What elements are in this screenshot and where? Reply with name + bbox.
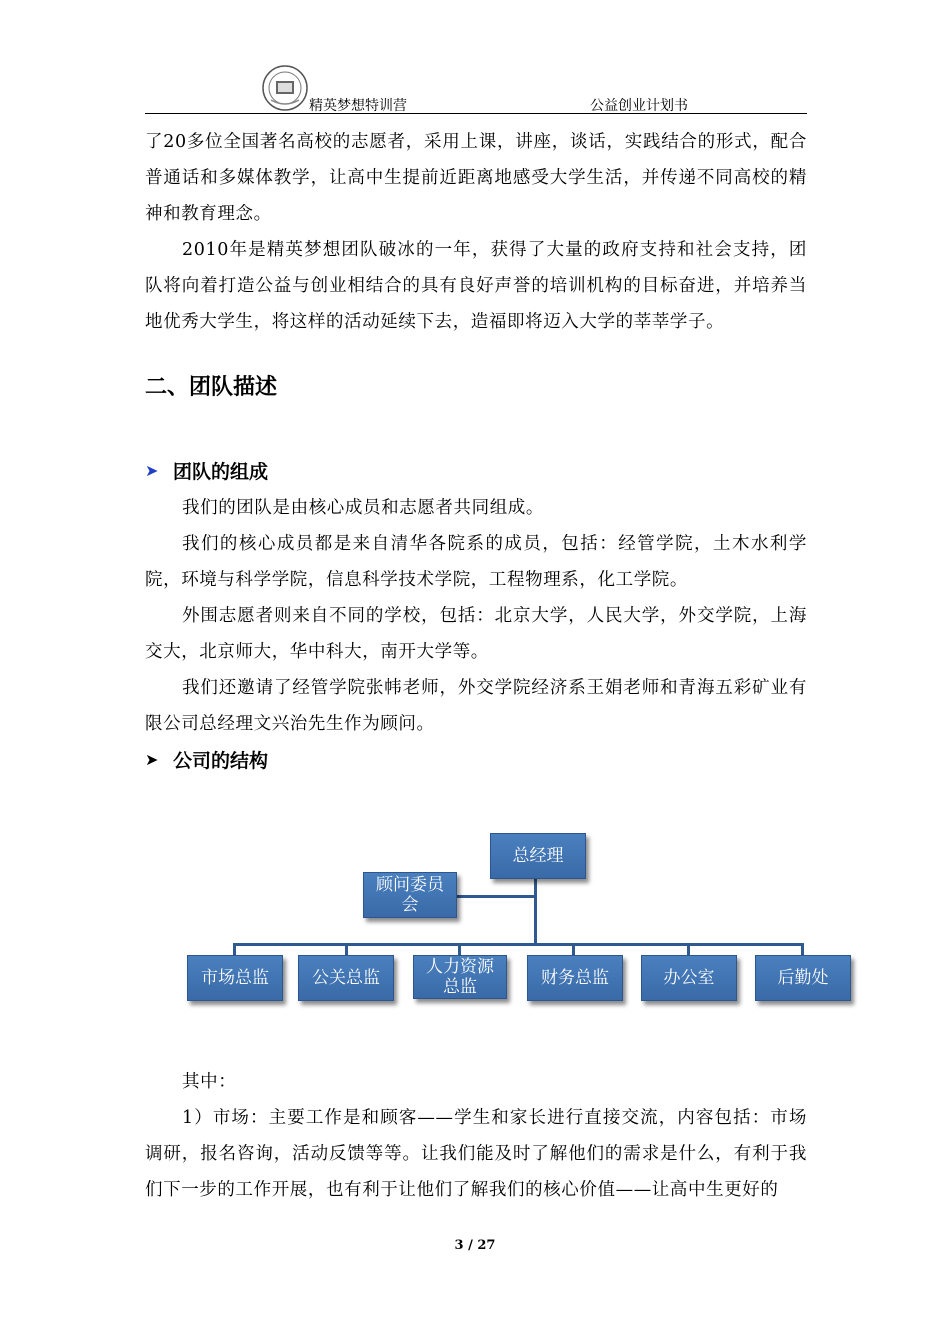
tsinghua-seal-icon <box>261 64 309 112</box>
section-title: 二、团队描述 <box>145 375 278 400</box>
team-paragraph-3: 外围志愿者则来自不同的学校，包括：北京大学，人民大学，外交学院，上海交大，北京师大，华中科大，南开大学等。 <box>145 606 807 662</box>
org-box-department: 市场总监 <box>187 955 283 1001</box>
paragraph-1: 了20多位全国著名高校的志愿者，采用上课，讲座，谈话，实践结合的形式，配合普通话和多媒体教学，让高中生提前近距离地感受大学生活，并传递不同高校的精神和教育理念。 <box>145 132 807 224</box>
team-paragraph-4: 我们还邀请了经管学院张帏老师，外交学院经济系王娟老师和青海五彩矿业有限公司总经理文兴治先生作为顾问。 <box>145 678 807 734</box>
page-header <box>145 62 807 112</box>
org-box-department: 公关总监 <box>298 955 394 1001</box>
bullet-arrow-icon: ➤ <box>145 461 159 480</box>
page-number: 3 / 27 <box>454 1238 496 1253</box>
org-line-trunk <box>534 875 537 945</box>
bullet-arrow-icon: ➤ <box>145 750 159 769</box>
paragraph-2: 2010年是精英梦想团队破冰的一年，获得了大量的政府支持和社会支持，团队将向着打造公益与创业相结合的具有良好声誉的培训机构的目标奋进，并培养当地优秀大学生，将这样的活动延续下去，造福即将迈入大学的莘莘学子。 <box>145 240 807 332</box>
org-line-branch <box>233 943 804 946</box>
org-box-department: 人力资源总监 <box>413 955 507 999</box>
details-intro: 其中： <box>182 1072 237 1092</box>
subsection-company-structure <box>145 746 268 773</box>
org-box-general-manager: 总经理 <box>490 833 586 879</box>
org-box-department: 财务总监 <box>527 955 623 1001</box>
org-box-department: 后勤处 <box>755 955 851 1001</box>
subsection-title: 团队的组成 <box>173 461 269 483</box>
header-left-title: 精英梦想特训营 <box>309 98 407 114</box>
team-paragraph-1: 我们的团队是由核心成员和志愿者共同组成。 <box>182 498 544 518</box>
team-paragraph-2: 我们的核心成员都是来自清华各院系的成员，包括：经管学院，土木水利学院，环境与科学学院，信息科学技术学院，工程物理系，化工学院。 <box>145 534 807 590</box>
subsection-title: 公司的结构 <box>173 750 269 772</box>
header-right-title: 公益创业计划书 <box>590 98 688 114</box>
org-line-advisory <box>457 895 537 898</box>
org-box-advisory-committee: 顾问委员会 <box>363 872 457 918</box>
details-paragraph-1: 1）市场：主要工作是和顾客——学生和家长进行直接交流，内容包括：市场调研，报名咨询，活动反馈等等。让我们能及时了解他们的需求是什么，有利于我们下一步的工作开展，也有利于让他们了解我们的核心价值——让高中生更好的 <box>145 1108 807 1200</box>
org-chart <box>180 825 860 1010</box>
subsection-team-composition <box>145 457 268 484</box>
header-rule <box>145 113 807 114</box>
org-box-department: 办公室 <box>641 955 737 1001</box>
